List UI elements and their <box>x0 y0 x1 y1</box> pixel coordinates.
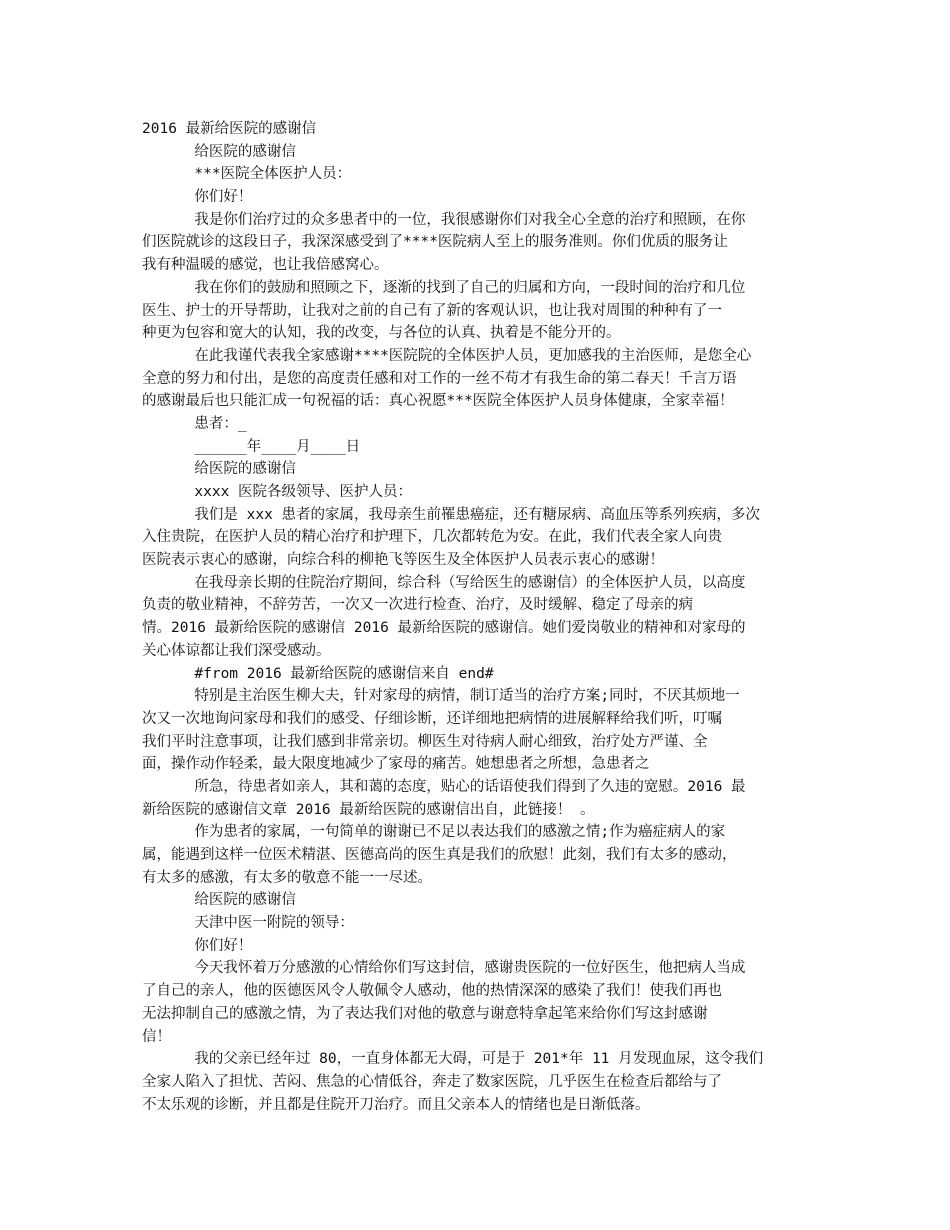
text-line: 全意的努力和付出，是您的高度责任感和对工作的一丝不苟才有我生命的第二春天！千言万语 <box>142 370 737 387</box>
text-line: 我们平时注意事项，让我们感到非常亲切。柳医生对待病人耐心细致，治疗处方严谨、全 <box>142 733 708 750</box>
text-line: 全家人陷入了担忧、苦闷、焦急的心情低谷，奔走了数家医院，几乎医生在检查后都给与了 <box>142 1073 722 1090</box>
text-line: 你们好！ <box>142 189 253 206</box>
text-line: 我在你们的鼓励和照顾之下，逐渐的找到了自己的归属和方向，一段时间的治疗和几位 <box>142 279 746 296</box>
text-line: 你们好！ <box>142 937 253 954</box>
text-line: 次又一次地询问家母和我们的感受、仔细诊断，还详细地把病情的进展解释给我们听，叮嘱 <box>142 710 722 727</box>
text-line: 的感谢最后也只能汇成一句祝福的话：真心祝愿***医院全体医护人员身体健康，全家幸福！ <box>142 393 734 410</box>
text-line: 面，操作动作轻柔，最大限度地减少了家母的痛苦。她想患者之所想，急患者之 <box>142 756 650 773</box>
text-line: ______年____月____日 <box>142 438 361 455</box>
text-line: 我的父亲已经年过 80，一直身体都无大碍，可是于 201*年 11 月发现血尿，这令我们 <box>142 1051 764 1068</box>
text-line: 了自己的亲人，他的医德医风令人敬佩令人感动，他的热情深深的感染了我们！使我们再也 <box>142 983 722 1000</box>
text-line: 给医院的感谢信 <box>142 461 296 478</box>
text-line: 今天我怀着万分感激的心情给你们写这封信，感谢贵医院的一位好医生，他把病人当成 <box>142 960 746 977</box>
text-line: 关心体谅都让我们深受感动。 <box>142 642 331 659</box>
text-line: ***医院全体医护人员： <box>142 166 352 183</box>
text-line: 给医院的感谢信 <box>142 143 296 160</box>
text-line: 无法抑制自己的感激之情，为了表达我们对他的敬意与谢意特拿起笔来给你们写这封感谢 <box>142 1005 708 1022</box>
text-line: #from 2016 最新给医院的感谢信来自 end# <box>142 665 494 682</box>
text-line: 我是你们治疗过的众多患者中的一位，我很感谢你们对我全心全意的治疗和照顾，在你 <box>142 211 746 228</box>
text-line: xxxx 医院各级领导、医护人员： <box>142 484 413 500</box>
text-line: 作为患者的家属，一句简单的谢谢已不足以表达我们的感激之情;作为癌症病人的家 <box>142 824 726 841</box>
text-line: 我有种温暖的感觉，也让我倍感窝心。 <box>142 257 389 274</box>
text-line: 不太乐观的诊断，并且都是住院开刀治疗。而且父亲本人的情绪也是日渐低落。 <box>142 1096 650 1113</box>
text-line: 医院表示衷心的感谢，向综合科的柳艳飞等医生及全体医护人员表示衷心的感谢！ <box>142 552 664 569</box>
text-line: 们医院就诊的这段日子，我深深感受到了****医院病人至上的服务准则。你们优质的服务让 <box>142 234 728 251</box>
text-line: 负责的敬业精神，不辞劳苦，一次又一次进行检查、治疗，及时缓解、稳定了母亲的病 <box>142 597 693 614</box>
document-body <box>142 118 806 1116</box>
text-line: 天津中医一附院的领导： <box>142 915 354 932</box>
text-line: 患者：_ <box>142 415 247 432</box>
document-title: 2016 最新给医院的感谢信 <box>142 121 317 137</box>
text-line: 特别是主治医生柳大夫，针对家母的病情，制订适当的治疗方案;同时，不厌其烦地一 <box>142 688 740 705</box>
text-line: 医生、护士的开导帮助，让我对之前的自己有了新的客观认识，也让我对周围的种种有了一 <box>142 302 722 319</box>
text-line: 情。2016 最新给医院的感谢信 2016 最新给医院的感谢信。她们爱岗敬业的精神和对家母的 <box>142 620 746 637</box>
text-line: 在我母亲长期的住院治疗期间，综合科（写给医生的感谢信）的全体医护人员，以高度 <box>142 574 746 591</box>
text-line: 入住贵院，在医护人员的精心治疗和护理下，几次都转危为安。在此，我们代表全家人向贵 <box>142 529 722 546</box>
text-line: 有太多的感激，有太多的敬意不能一一尽述。 <box>142 869 432 886</box>
text-line: 在此我谨代表我全家感谢****医院院的全体医护人员，更加感我的主治医师，是您全心 <box>142 347 752 364</box>
text-line: 种更为包容和宽大的认知，我的改变，与各位的认真、执着是不能分开的。 <box>142 325 621 342</box>
text-line: 新给医院的感谢信文章 2016 最新给医院的感谢信出自，此链接！ 。 <box>142 801 595 818</box>
text-line: 属，能遇到这样一位医术精湛、医德高尚的医生真是我们的欣慰！此刻，我们有太多的感动， <box>142 847 737 863</box>
text-line: 给医院的感谢信 <box>142 892 296 909</box>
text-line: 所急，待患者如亲人，其和蔼的态度，贴心的话语使我们得到了久违的宽慰。2016 最 <box>142 778 746 795</box>
text-line: 信！ <box>142 1028 171 1045</box>
text-line: 我们是 xxx 患者的家属，我母亲生前罹患癌症，还有糖尿病、高血压等系列疾病，多次 <box>142 506 761 523</box>
